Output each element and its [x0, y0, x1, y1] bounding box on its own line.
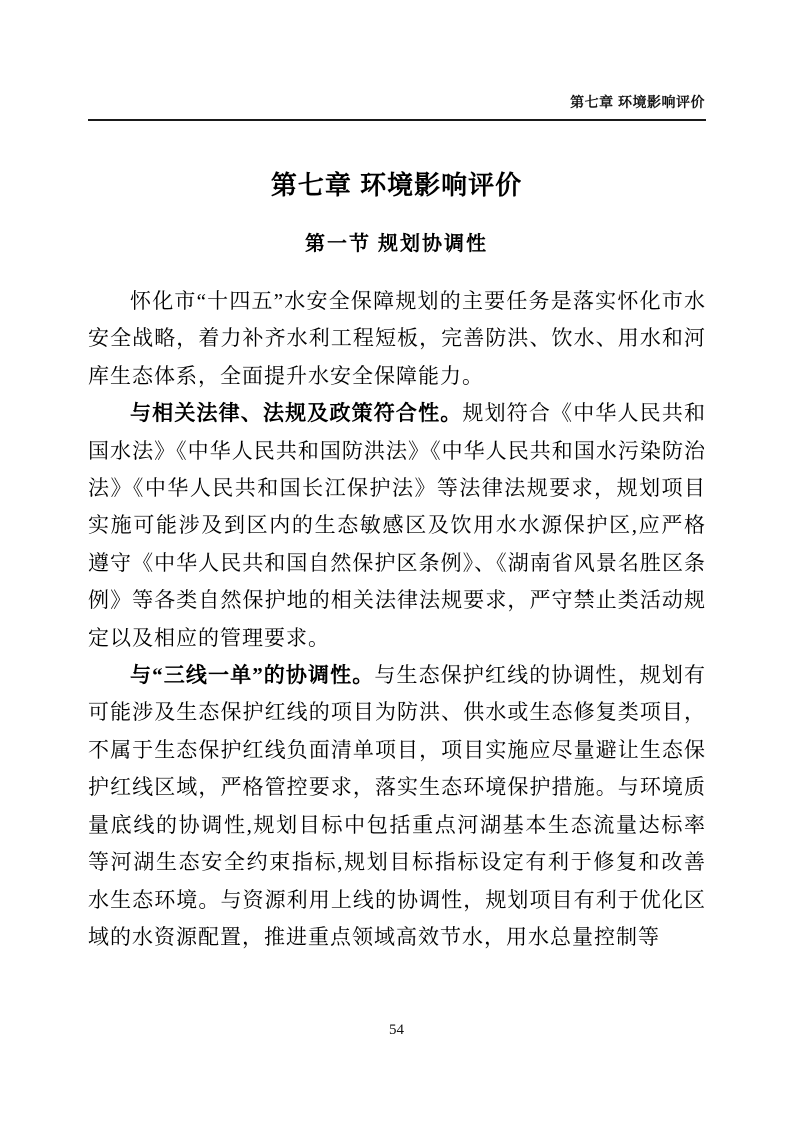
- paragraph-3-lead: 与“三线一单”的协调性。: [130, 663, 375, 688]
- paragraph-2: [88, 395, 706, 657]
- running-header-text: 第七章 环境影响评价: [570, 94, 705, 110]
- paragraph-3-text: 与生态保护红线的协调性，规划有可能涉及生态保护红线的项目为防洪、供水或生态修复类项目，不属于生态保护红线负面清单项目，项目实施应尽量避让生态保护红线区域，严格管控要求，落实生态环境保护措施。与环境质量底线的协调性,规划目标中包括重点河湖基本生态流量达标率等河湖生态安全约束指标,规划目标指标设定有利于修复和改善水生态环境。与资源利用上线的协调性，规划项目有利于优化区域的水资源配置，推进重点领域高效节水，用水总量控制等: [88, 663, 707, 949]
- paragraph-2-text: 规划符合《中华人民共和国水法》《中华人民共和国防洪法》《中华人民共和国水污染防治法》《中华人民共和国长江保护法》等法律法规要求，规划项目实施可能涉及到区内的生态敏感区及饮用水水源保护区,应严格遵守《中华人民共和国自然保护区条例》、《湖南省风景名胜区条例》等各类自然保护地的相关法律法规要求，严守禁止类活动规定以及相应的管理要求。: [88, 401, 707, 650]
- page-number: 54: [389, 1022, 404, 1038]
- chapter-title: 第七章 环境影响评价: [270, 170, 523, 200]
- header-divider-rule: [88, 119, 706, 121]
- paragraph-2-lead: 与相关法律、法规及政策符合性。: [130, 401, 463, 426]
- section-title: 第一节 规划协调性: [305, 233, 488, 255]
- body-text-block: [88, 283, 706, 956]
- paragraph-1-text: 怀化市“十四五”水安全保障规划的主要任务是落实怀化市水安全战略，着力补齐水利工程短板，完善防洪、饮水、用水和河库生态体系，全面提升水安全保障能力。: [88, 289, 706, 388]
- paragraph-1: [88, 283, 706, 395]
- paragraph-3: [88, 657, 706, 956]
